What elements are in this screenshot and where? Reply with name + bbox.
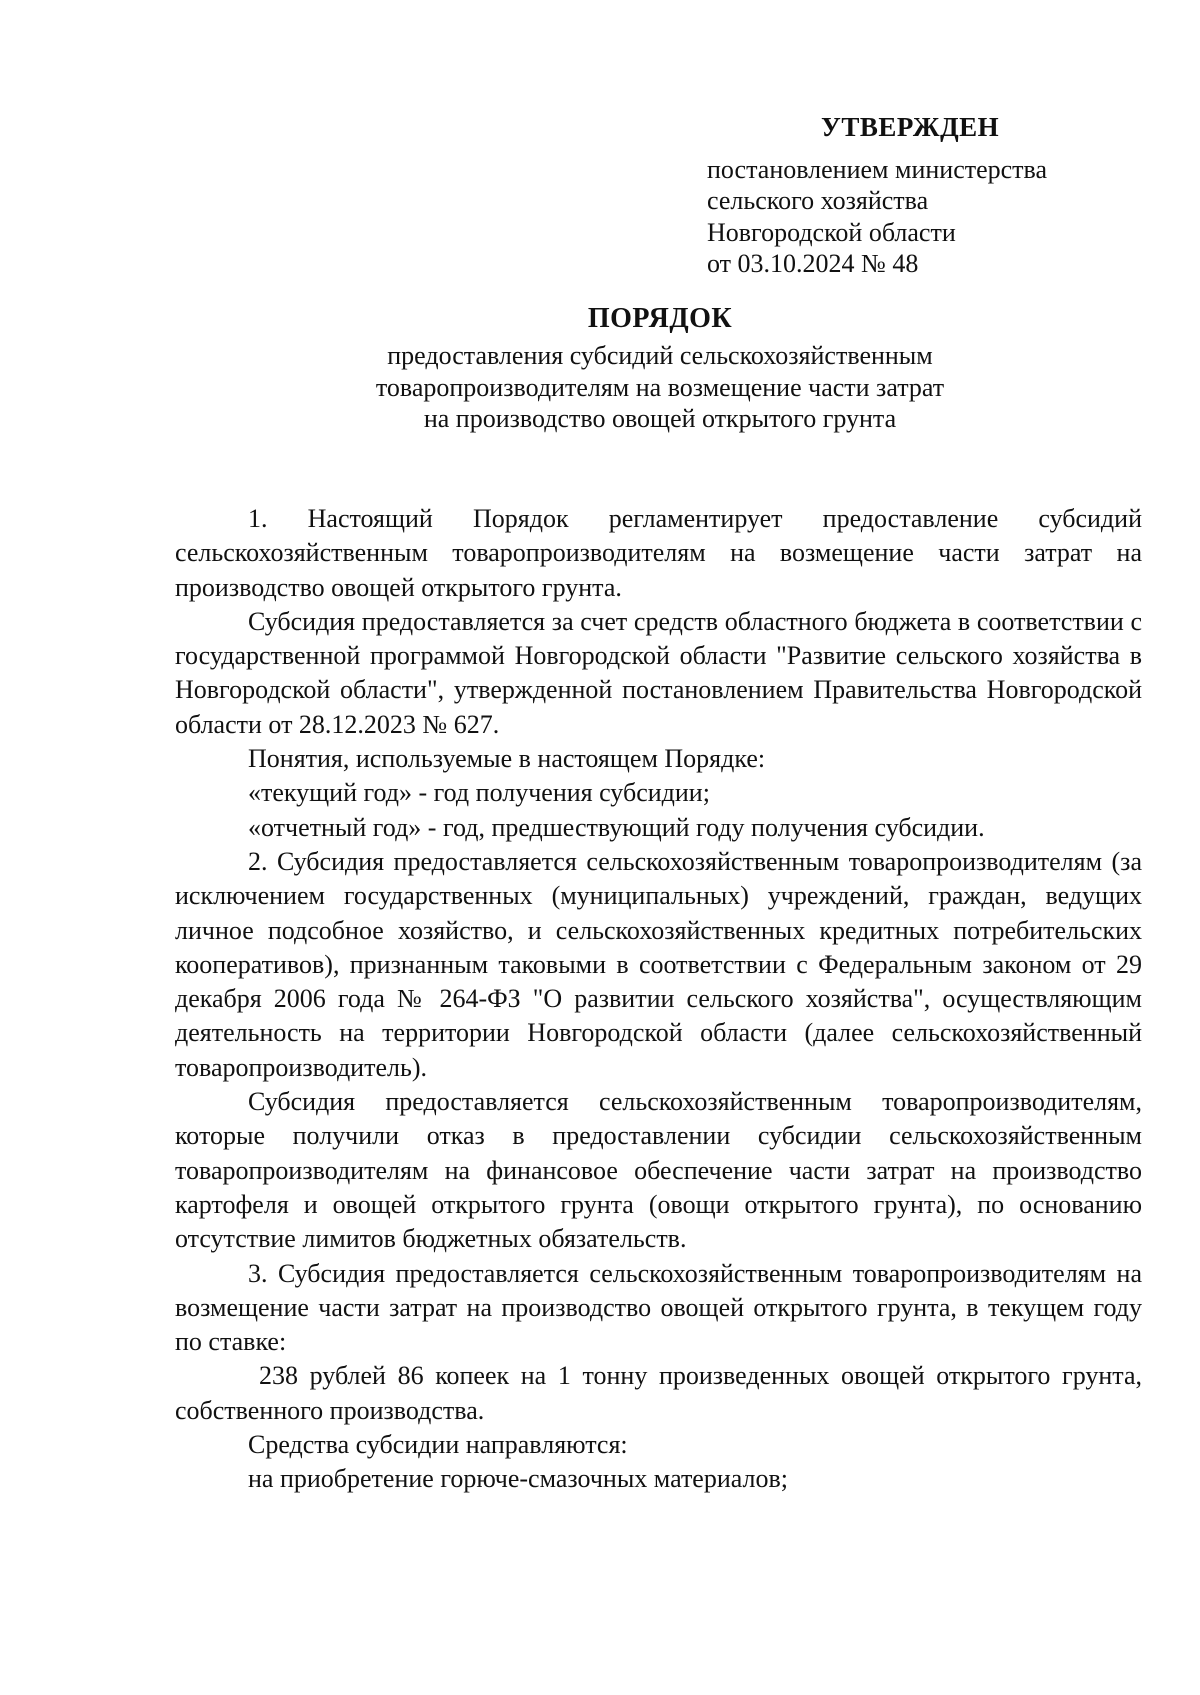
paragraph-fuel: на приобретение горюче-смазочных материалов;: [248, 1464, 789, 1494]
paragraph-rate: 238 рублей 86 копеек на 1 тонну произведенных овощей открытого грунта, собственного производства.: [175, 1361, 1142, 1425]
paragraph-1: 1. Настоящий Порядок регламентирует предоставление субсидий сельскохозяйственным товаропроизводителям на возмещение части затрат на производство овощей открытого грунта.: [175, 504, 1142, 602]
approval-line: Новгородской области: [707, 217, 956, 247]
document-body: [175, 502, 1142, 1497]
paragraph-definitions-intro: Понятия, используемые в настоящем Порядке:: [248, 744, 766, 774]
document-title: ПОРЯДОК: [587, 303, 733, 334]
paragraph-definition-reporting-year: «отчетный год» - год, предшествующий году получения субсидии.: [248, 812, 985, 842]
document-subtitle: [340, 340, 980, 435]
approval-stamp: [707, 112, 1127, 280]
paragraph-definition-current-year: «текущий год» - год получения субсидии;: [248, 778, 710, 808]
approval-line: постановлением министерства: [707, 154, 1048, 184]
subtitle-line: на производство овощей открытого грунта: [423, 404, 897, 433]
approval-line: сельского хозяйства: [707, 186, 929, 215]
paragraph-funding: Субсидия предоставляется за счет средств областного бюджета в соответствии с государственной программой Новгородской области "Развитие сельского хозяйства в Новгородской области", утвержденной постановлением Правительства Новгородской области от 28.12.2023 № 627.: [175, 606, 1142, 739]
subtitle-line: товаропроизводителям на возмещение части затрат: [375, 372, 945, 402]
subtitle-line: предоставления субсидий сельскохозяйственным: [387, 341, 933, 370]
paragraph-funds-directed: Средства субсидии направляются:: [248, 1430, 628, 1460]
paragraph-3: 3. Субсидия предоставляется сельскохозяйственным товаропроизводителям на возмещение части затрат на производство овощей открытого грунта, в текущем году по ставке:: [175, 1258, 1142, 1357]
paragraph-2: 2. Субсидия предоставляется сельскохозяйственным товаропроизводителям (за исключением государственных (муниципальных) учреждений, граждан, ведущих личное подсобное хозяйство, и сельскохозяйственных кредитных потребительских кооперативов), признанным таковыми в соответствии с Федеральным законом от 29 декабря 2006 года № 264-ФЗ "О развитии сельского хозяйства", осуществляющим деятельность на территории Новгородской области (далее сельскохозяйственный товаропроизводитель).: [175, 846, 1142, 1082]
paragraph-refusal: Субсидия предоставляется сельскохозяйственным товаропроизводителям, которые получили отказ в предоставлении субсидии сельскохозяйственным товаропроизводителям на финансовое обеспечение части затрат на производство картофеля и овощей открытого грунта (овощи открытого грунта), по основанию отсутствие лимитов бюджетных обязательств.: [175, 1087, 1142, 1254]
approval-line: от 03.10.2024 № 48: [707, 249, 919, 278]
approval-title: УТВЕРЖДЕН: [821, 112, 1000, 142]
